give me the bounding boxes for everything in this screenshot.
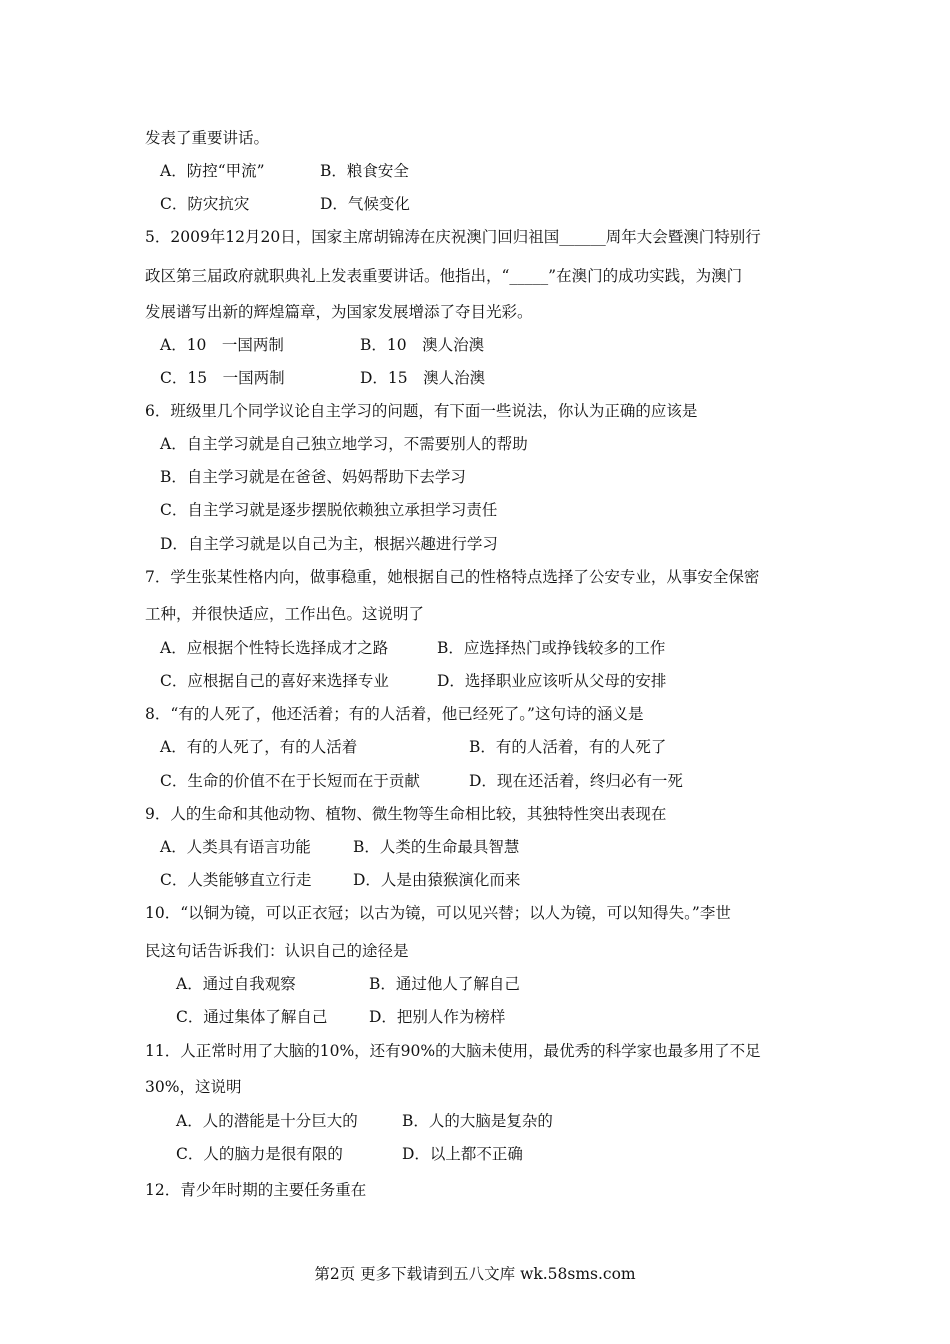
text-line: 30%，这说明 [145, 1078, 242, 1096]
option-d: D．15 澳人治澳 [360, 369, 486, 387]
question-6: 6．班级里几个同学议论自主学习的问题，有下面一些说法，你认为正确的应该是 [145, 402, 698, 420]
option-b: B．人类的生命最具智慧 [353, 838, 520, 856]
option-d: D．现在还活着，终归必有一死 [469, 772, 683, 790]
question-9: 9．人的生命和其他动物、植物、微生物等生命相比较，其独特性突出表现在 [145, 805, 667, 823]
option-d: D．气候变化 [320, 195, 410, 213]
option-b: B．自主学习就是在爸爸、妈妈帮助下去学习 [160, 468, 466, 486]
option-b: B．粮食安全 [320, 162, 409, 180]
option-b: B．有的人活着，有的人死了 [469, 738, 667, 756]
option-d: D．人是由猿猴演化而来 [353, 871, 521, 889]
option-d: D．以上都不正确 [402, 1145, 523, 1163]
option-a: A．10 一国两制 [160, 336, 284, 354]
option-b: B．通过他人了解自己 [369, 975, 520, 993]
option-c: C．防灾抗灾 [160, 195, 250, 213]
question-8: 8．“有的人死了，他还活着；有的人活着，他已经死了。”这句诗的涵义是 [145, 705, 644, 723]
option-c: C．通过集体了解自己 [176, 1008, 328, 1026]
option-a: A．人的潜能是十分巨大的 [176, 1112, 358, 1130]
option-a: A．通过自我观察 [176, 975, 296, 993]
question-11: 11．人正常时用了大脑的10%，还有90%的大脑未使用，最优秀的科学家也最多用了不足 [145, 1042, 761, 1060]
question-7: 7．学生张某性格内向，做事稳重，她根据自己的性格特点选择了公安专业，从事安全保密 [145, 568, 760, 586]
text-line: 工种，并很快适应，工作出色。这说明了 [145, 605, 425, 623]
question-5: 5．2009年12月20日，国家主席胡锦涛在庆祝澳门回归祖国______周年大会暨澳门特别行 [145, 228, 761, 246]
option-c: C．自主学习就是逐步摆脱依赖独立承担学习责任 [160, 501, 498, 519]
option-c: C．应根据自己的喜好来选择专业 [160, 672, 389, 690]
option-a: A．防控“甲流” [160, 162, 265, 180]
option-b: B．人的大脑是复杂的 [402, 1112, 553, 1130]
question-10: 10．“以铜为镜，可以正衣冠；以古为镜，可以见兴替；以人为镜，可以知得失。”李世 [145, 904, 731, 922]
option-c: C．生命的价值不在于长短而在于贡献 [160, 772, 420, 790]
option-b: B．应选择热门或挣钱较多的工作 [437, 639, 666, 657]
option-c: C．15 一国两制 [160, 369, 285, 387]
text-line: 民这句话告诉我们：认识自己的途径是 [145, 942, 409, 960]
text-line: 发展谱写出新的辉煌篇章，为国家发展增添了夺目光彩。 [145, 303, 533, 321]
option-a: A．自主学习就是自己独立地学习，不需要别人的帮助 [160, 435, 528, 453]
option-d: D．把别人作为榜样 [369, 1008, 506, 1026]
option-c: C．人的脑力是很有限的 [176, 1145, 343, 1163]
question-12: 12．青少年时期的主要任务重在 [145, 1181, 367, 1199]
page-footer: 第2页 更多下载请到五八文库 wk.58sms.com [314, 1265, 636, 1283]
option-d: D．选择职业应该听从父母的安排 [437, 672, 667, 690]
option-c: C．人类能够直立行走 [160, 871, 312, 889]
text-line: 发表了重要讲话。 [145, 129, 270, 147]
option-a: A．应根据个性特长选择成才之路 [160, 639, 389, 657]
text-line: 政区第三届政府就职典礼上发表重要讲话。他指出，“_____”在澳门的成功实践，为澳门 [145, 267, 743, 285]
option-a: A．人类具有语言功能 [160, 838, 311, 856]
option-b: B．10 澳人治澳 [360, 336, 485, 354]
option-d: D．自主学习就是以自己为主，根据兴趣进行学习 [160, 535, 498, 553]
option-a: A．有的人死了，有的人活着 [160, 738, 358, 756]
